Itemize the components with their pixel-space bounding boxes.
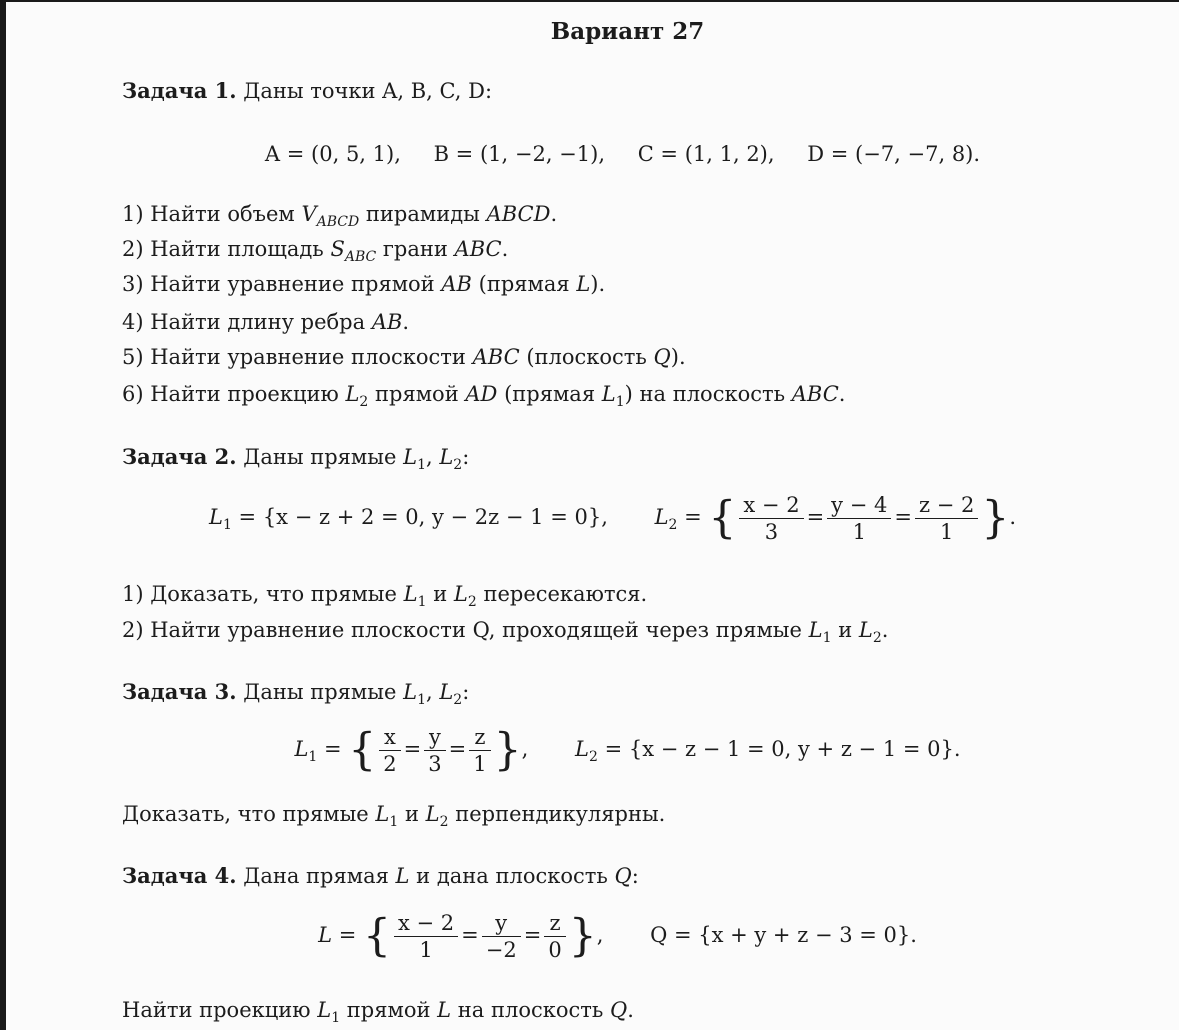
task2-frac-2: $\frac{y - 4}{1}$ <box>827 492 891 545</box>
document-page <box>6 2 1179 1030</box>
task1-item-2: 2) Найти площадь $S_{ABC}$ грани ABC. <box>122 237 509 265</box>
task3-heading: Задача 3. <box>122 679 237 704</box>
task1-heading: Задача 1. <box>122 78 237 103</box>
task4-header: Задача 4. Дана прямая L и дана плоскость Q: <box>122 863 639 888</box>
task1-intro: Даны точки A, B, C, D: <box>243 79 493 103</box>
task4-frac-3: $\frac{z}{0}$ <box>544 910 565 963</box>
task2-formula: $L_1 = \{x - z + 2 = 0$, y − 2z − 1 = 0}, $L_2$ = { $\frac{x - 2}{3}$ = $\frac{y - 4}{1}$ = $\frac{z - 2}{1}$ }. <box>208 492 1017 544</box>
task4-statement: Найти проекцию $L_1$ прямой L на плоскость Q. <box>122 998 634 1026</box>
task4-q: Q = {x + y + z − 3 = 0}. <box>650 923 917 947</box>
point-b: B = (1, −2, −1), <box>433 142 605 166</box>
task1-item-4: 4) Найти длину ребра AB. <box>122 310 410 334</box>
task4-heading: Задача 4. <box>122 863 237 888</box>
task4-formula: L = { $\frac{x - 2}{1}$ = $\frac{y}{-2}$ = $\frac{z}{0}$ }, Q = {x + y + z − 3 = 0}. <box>318 910 917 962</box>
task4-frac-2: $\frac{y}{-2}$ <box>482 910 521 963</box>
task3-frac-2: $\frac{y}{3}$ <box>424 724 445 777</box>
point-c: C = (1, 1, 2), <box>637 142 775 166</box>
task3-statement: Доказать, что прямые $L_1$ и $L_2$ перпендикулярны. <box>122 802 666 830</box>
page-title: Вариант 27 <box>550 18 705 45</box>
task3-l2: = {x − z − 1 = 0, y + z − 1 = 0}. <box>604 737 961 761</box>
task3-formula: $L_1$ = { $\frac{x}{2}$ = $\frac{y}{3}$ = $\frac{z}{1}$ }, $L_2 = \{x - z - 1 = 0$, y + z − 1 = 0}. <box>294 724 961 776</box>
point-d: D = (−7, −7, 8). <box>807 142 981 166</box>
task2-frac-1: $\frac{x - 2}{3}$ <box>739 492 803 545</box>
task2-item-1: 1) Доказать, что прямые $L_1$ и $L_2$ пересекаются. <box>122 582 648 610</box>
task1-item-6: 6) Найти проекцию $L_2$ прямой AD (прямая $L_1$) на плоскость ABC. <box>122 382 846 410</box>
task1-item-5: 5) Найти уравнение плоскости ABC (плоскость Q). <box>122 345 686 369</box>
task3-frac-1: $\frac{x}{2}$ <box>379 724 400 777</box>
task2-heading: Задача 2. <box>122 444 237 469</box>
task1-header <box>122 78 492 103</box>
point-a: A = (0, 5, 1), <box>264 142 401 166</box>
task1-points <box>6 142 1179 166</box>
task1-item-1: 1) Найти объем $V_{ABCD}$ пирамиды ABCD. <box>122 202 558 230</box>
task2-frac-3: $\frac{z - 2}{1}$ <box>915 492 978 545</box>
task1-item-3: 3) Найти уравнение прямой AB (прямая L). <box>122 272 606 296</box>
task4-frac-1: $\frac{x - 2}{1}$ <box>394 910 458 963</box>
task3-header: Задача 3. Даны прямые $L_1$, $L_2$: <box>122 679 470 708</box>
task2-item-2: 2) Найти уравнение плоскости Q, проходящей через прямые $L_1$ и $L_2$. <box>122 618 889 646</box>
task2-l1: = {x − z + 2 = 0, y − 2z − 1 = 0}, <box>238 505 608 529</box>
task2-header: Задача 2. Даны прямые $L_1$, $L_2$: <box>122 444 470 473</box>
task3-frac-3: $\frac{z}{1}$ <box>469 724 490 777</box>
